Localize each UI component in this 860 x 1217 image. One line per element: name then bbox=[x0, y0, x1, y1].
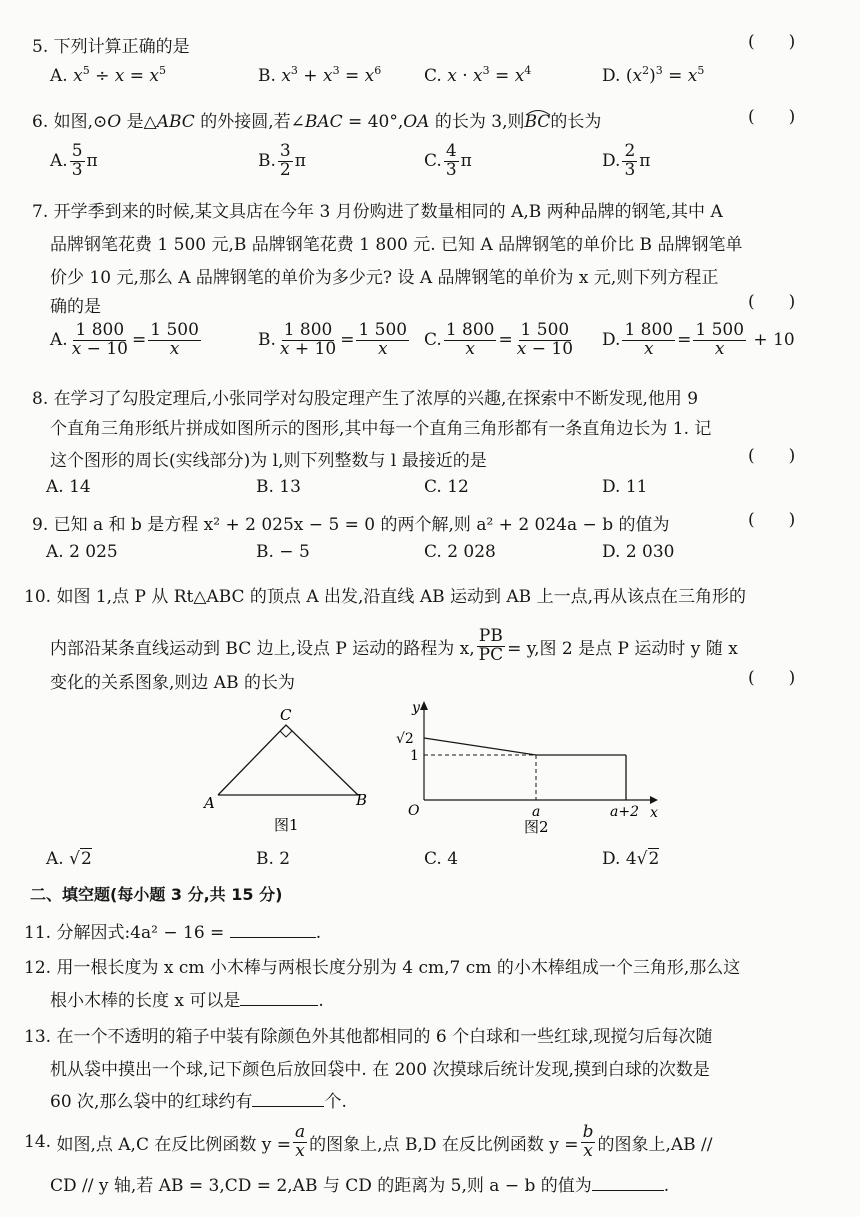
q11-answer-blank[interactable] bbox=[230, 937, 316, 938]
q13-line3: 60 次,那么袋中的红球约有 个. bbox=[50, 1092, 347, 1112]
q7-line2: 品牌钢笔花费 1 500 元,B 品牌钢笔花费 1 800 元. 已知 A 品牌钢笔的单价比 B 品牌钢笔单 bbox=[50, 235, 743, 255]
q11-stem: 11. 分解因式:4a² − 16 = . bbox=[24, 923, 322, 943]
right-angle-mark bbox=[280, 731, 292, 737]
figure-2-caption: 图2 bbox=[524, 818, 549, 836]
arc-symbol bbox=[524, 108, 552, 116]
q6-option-c: C. $\frac{4}{3}$ π bbox=[424, 141, 472, 180]
q7-option-b: B. $\frac{1 800}{x + 10}$ = $\frac{1 500}{x}$ bbox=[258, 320, 408, 359]
q12-line1: 12. 用一根长度为 x cm 小木棒与两根长度分别为 4 cm,7 cm 的小木棒组成一个三角形,那么这 bbox=[24, 958, 741, 978]
q5-option-a: A. $x^5 \div x = x^5$ bbox=[50, 64, 166, 86]
figure-2-graph bbox=[388, 698, 668, 838]
q14-answer-blank[interactable] bbox=[592, 1190, 664, 1191]
y-axis-label: y bbox=[412, 700, 420, 716]
q10-option-a: A. √2 bbox=[46, 849, 92, 869]
x-axis-arrow bbox=[650, 796, 658, 804]
x-tick-a-plus-2: a+2 bbox=[610, 804, 639, 820]
q7-option-c: C. $\frac{1 800}{x}$ = $\frac{1 500}{x - 10}$ bbox=[424, 320, 574, 359]
q5-option-d: D. $(x^2)^3 = x^5$ bbox=[602, 64, 705, 86]
graph-line bbox=[424, 738, 626, 755]
q8-line2: 个直角三角形纸片拼成如图所示的图形,其中每一个直角三角形都有一条直角边长为 1. 记 bbox=[50, 419, 712, 439]
q7-line1: 7. 开学季到来的时候,某文具店在今年 3 月份购进了数量相同的 A,B 两种品牌的钢笔,其中 A bbox=[32, 202, 723, 222]
origin-label: O bbox=[408, 803, 420, 819]
q5-option-b: B. $x^3 + x^3 = x^6$ bbox=[258, 64, 382, 86]
answer-paren: ( ) bbox=[748, 510, 796, 530]
answer-paren: ( ) bbox=[748, 107, 796, 127]
q8-option-b: B. 13 bbox=[256, 477, 301, 497]
section-2-heading: 二、填空题(每小题 3 分,共 15 分) bbox=[30, 885, 283, 904]
q7-option-a: A. $\frac{1 800}{x - 10}$ = $\frac{1 500}{x}$ bbox=[50, 320, 199, 359]
answer-paren: ( ) bbox=[748, 668, 796, 688]
q5-stem: 5. 下列计算正确的是 bbox=[32, 37, 190, 57]
q10-option-c: C. 4 bbox=[424, 849, 459, 869]
x-tick-a: a bbox=[532, 804, 541, 820]
answer-paren: ( ) bbox=[748, 446, 796, 466]
q6-stem: 6. 如图,⊙O 是△ABC 的外接圆,若∠BAC = 40°,OA 的长为 3,则 BC的长为 bbox=[32, 107, 601, 132]
q10-line3: 变化的关系图象,则边 AB 的长为 bbox=[50, 673, 295, 693]
q14-line1: 14. 如图,点 A,C 在反比例函数 y = $\frac{a}{x}$ 的图象上,点 B,D 在反比例函数 y = $\frac{b}{x}$ 的图象上,AB // bbox=[24, 1122, 713, 1161]
answer-paren: ( ) bbox=[748, 32, 796, 52]
q7-line3: 价少 10 元,那么 A 品牌钢笔的单价为多少元? 设 A 品牌钢笔的单价为 x 元,则下列方程正 bbox=[50, 268, 719, 288]
q8-option-c: C. 12 bbox=[424, 477, 469, 497]
q10-line2: 内部沿某条直线运动到 BC 边上,设点 P 运动的路程为 x, $\frac{PB}{PC}$ = y,图 2 是点 P 运动时 y 随 x bbox=[50, 626, 738, 665]
vertex-a-label: A bbox=[204, 794, 215, 812]
q6-option-d: D. $\frac{2}{3}$ π bbox=[602, 141, 651, 180]
q13-answer-blank[interactable] bbox=[252, 1106, 324, 1107]
y-tick-1: 1 bbox=[410, 748, 419, 764]
q9-option-d: D. 2 030 bbox=[602, 542, 675, 562]
q10-option-b: B. 2 bbox=[256, 849, 291, 869]
q8-line1: 8. 在学习了勾股定理后,小张同学对勾股定理产生了浓厚的兴趣,在探索中不断发现,他用 9 bbox=[32, 389, 699, 409]
q12-answer-blank[interactable] bbox=[240, 1005, 318, 1006]
q7-option-d: D. $\frac{1 800}{x}$ = $\frac{1 500}{x}$ + 10 bbox=[602, 320, 795, 359]
q7-line4: 确的是 bbox=[50, 297, 101, 317]
q13-line2: 机从袋中摸出一个球,记下颜色后放回袋中. 在 200 次摸球后统计发现,摸到白球的次数是 bbox=[50, 1060, 710, 1080]
q9-option-c: C. 2 028 bbox=[424, 542, 496, 562]
vertex-c-label: C bbox=[280, 706, 292, 724]
q5-option-c: C. $x \cdot x^3 = x^4$ bbox=[424, 64, 532, 86]
figure-1-triangle bbox=[198, 704, 378, 836]
q9-option-b: B. − 5 bbox=[256, 542, 310, 562]
q6-option-a: A. $\frac{5}{3}$ π bbox=[50, 141, 98, 180]
q8-line3: 这个图形的周长(实线部分)为 l,则下列整数与 l 最接近的是 bbox=[50, 451, 487, 471]
x-axis-label: x bbox=[650, 805, 658, 821]
q9-stem: 9. 已知 a 和 b 是方程 x² + 2 025x − 5 = 0 的两个解,则 a² + 2 024a − b 的值为 bbox=[32, 515, 670, 535]
q14-line2: CD // y 轴,若 AB = 3,CD = 2,AB 与 CD 的距离为 5,则 a − b 的值为 . bbox=[50, 1176, 670, 1196]
q9-option-a: A. 2 025 bbox=[46, 542, 118, 562]
q10-line1: 10. 如图 1,点 P 从 Rt△ABC 的顶点 A 出发,沿直线 AB 运动到 AB 上一点,再从该点在三角形的 bbox=[24, 587, 746, 607]
answer-paren: ( ) bbox=[748, 292, 796, 312]
q12-line2: 根小木棒的长度 x 可以是 . bbox=[50, 991, 324, 1011]
q8-option-a: A. 14 bbox=[46, 477, 91, 497]
q10-option-d: D. 4√2 bbox=[602, 849, 660, 869]
y-axis-arrow bbox=[420, 701, 428, 710]
q8-option-d: D. 11 bbox=[602, 477, 648, 497]
q13-line1: 13. 在一个不透明的箱子中装有除颜色外其他都相同的 6 个白球和一些红球,现搅匀后每次随 bbox=[24, 1027, 713, 1047]
q6-option-b: B. $\frac{3}{2}$ π bbox=[258, 141, 306, 180]
vertex-b-label: B bbox=[356, 791, 368, 809]
figure-1-caption: 图1 bbox=[274, 816, 299, 834]
y-tick-sqrt2: √2 bbox=[396, 731, 414, 747]
